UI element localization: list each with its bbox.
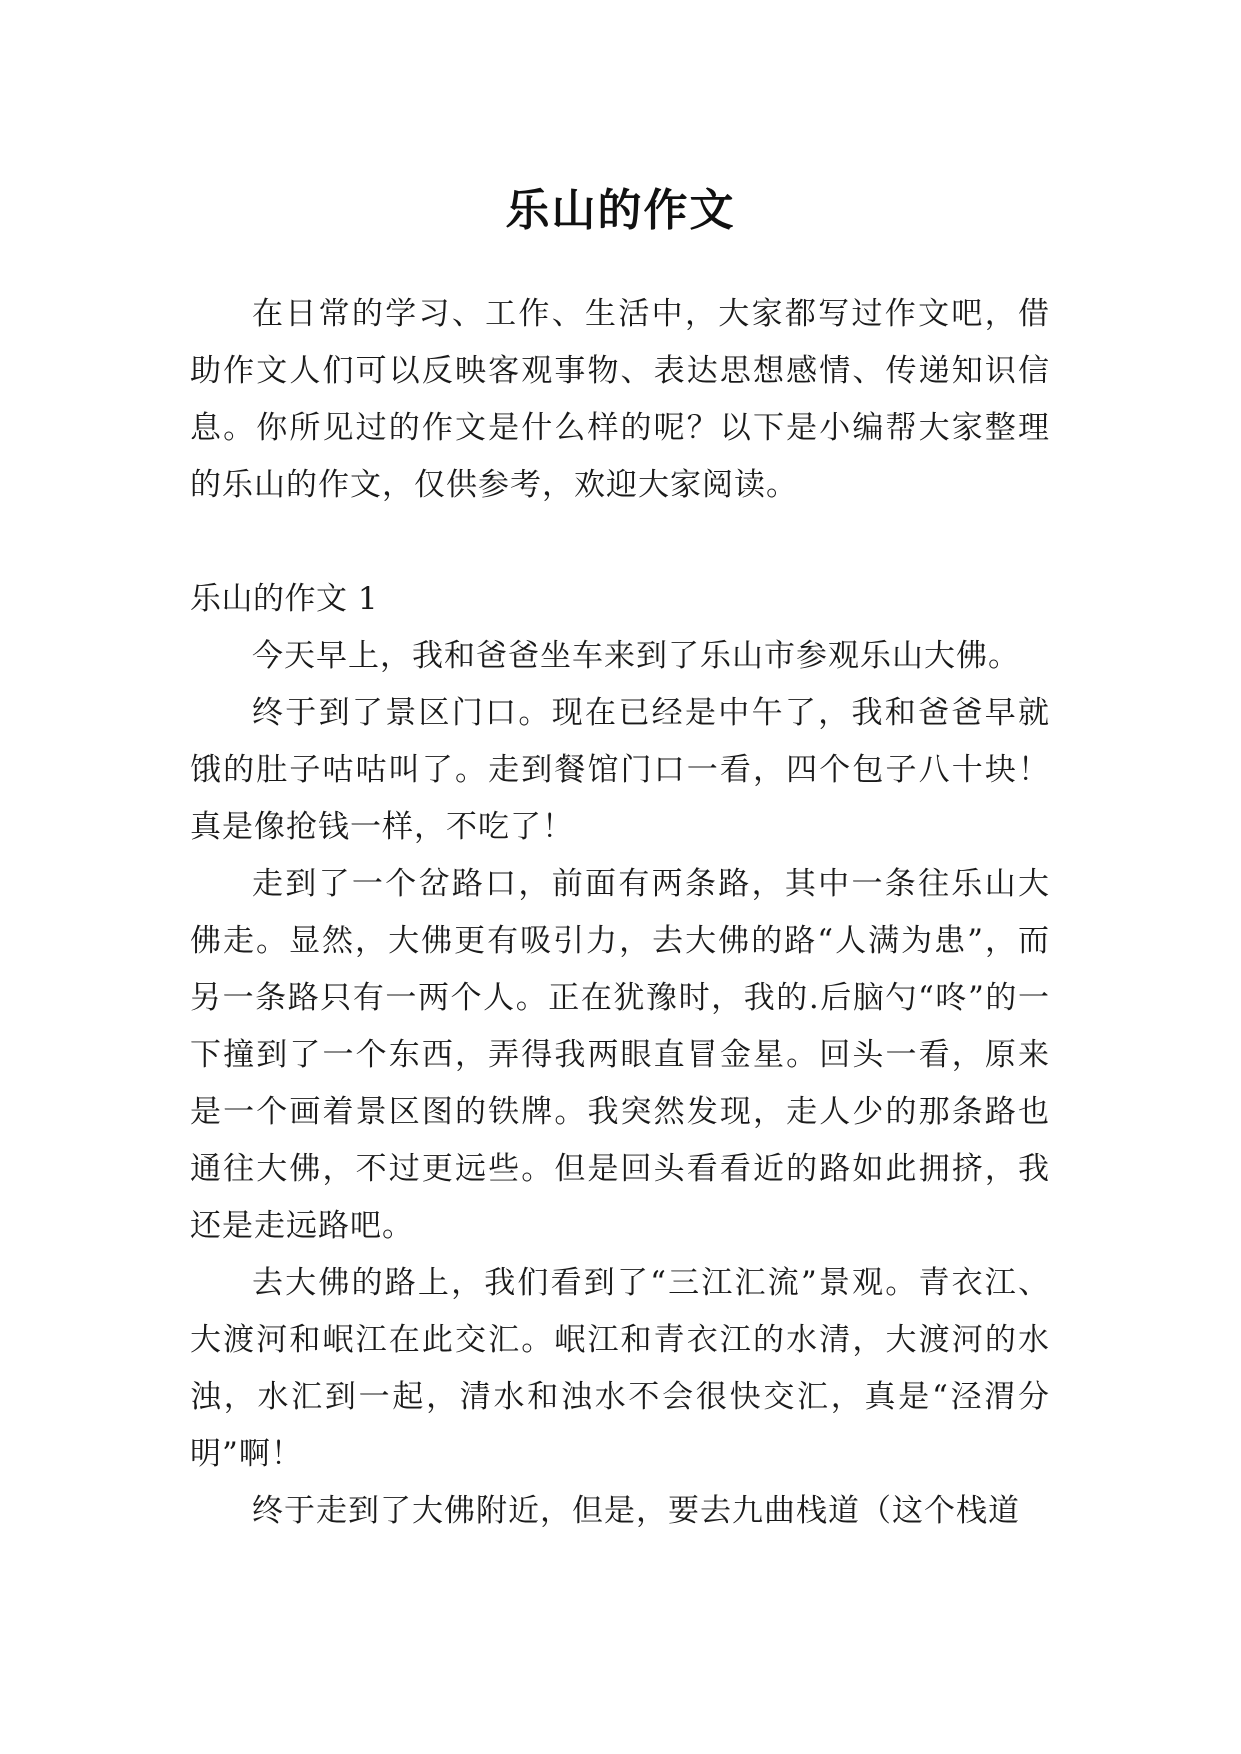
essay-section-1 xyxy=(190,571,1050,1540)
body-paragraph: 今天早上，我和爸爸坐车来到了乐山市参观乐山大佛。 xyxy=(252,638,1020,674)
document-body xyxy=(190,286,1050,1540)
section-heading: 乐山的作文 1 xyxy=(190,581,379,617)
body-paragraph: 终于到了景区门口。现在已经是中午了，我和爸爸早就饿的肚子咕咕叫了。走到餐馆门口一看，四个包子八十块！真是像抢钱一样，不吃了！ xyxy=(190,695,1050,845)
intro-paragraph: 在日常的学习、工作、生活中，大家都写过作文吧，借助作文人们可以反映客观事物、表达思想感情、传递知识信息。你所见过的作文是什么样的呢？以下是小编帮大家整理的乐山的作文，仅供参考，欢迎大家阅读。 xyxy=(190,296,1050,503)
body-paragraph: 去大佛的路上，我们看到了“三江汇流”景观。青衣江、大渡河和岷江在此交汇。岷江和青衣江的水清，大渡河的水浊，水汇到一起，清水和浊水不会很快交汇，真是“泾渭分明”啊！ xyxy=(190,1265,1050,1472)
body-paragraph: 终于走到了大佛附近，但是，要去九曲栈道（这个栈道 xyxy=(252,1493,1020,1529)
body-paragraph: 走到了一个岔路口，前面有两条路，其中一条往乐山大佛走。显然，大佛更有吸引力，去大佛的路“人满为患”，而另一条路只有一两个人。正在犹豫时，我的.后脑勺“咚”的一下撞到了一个东西，弄得我两眼直冒金星。回头一看，原来是一个画着景区图的铁牌。我突然发现，走人少的那条路也通往大佛，不过更远些。但是回头看看近的路如此拥挤，我还是走远路吧。 xyxy=(190,866,1050,1244)
document-title: 乐山的作文 xyxy=(505,185,736,237)
